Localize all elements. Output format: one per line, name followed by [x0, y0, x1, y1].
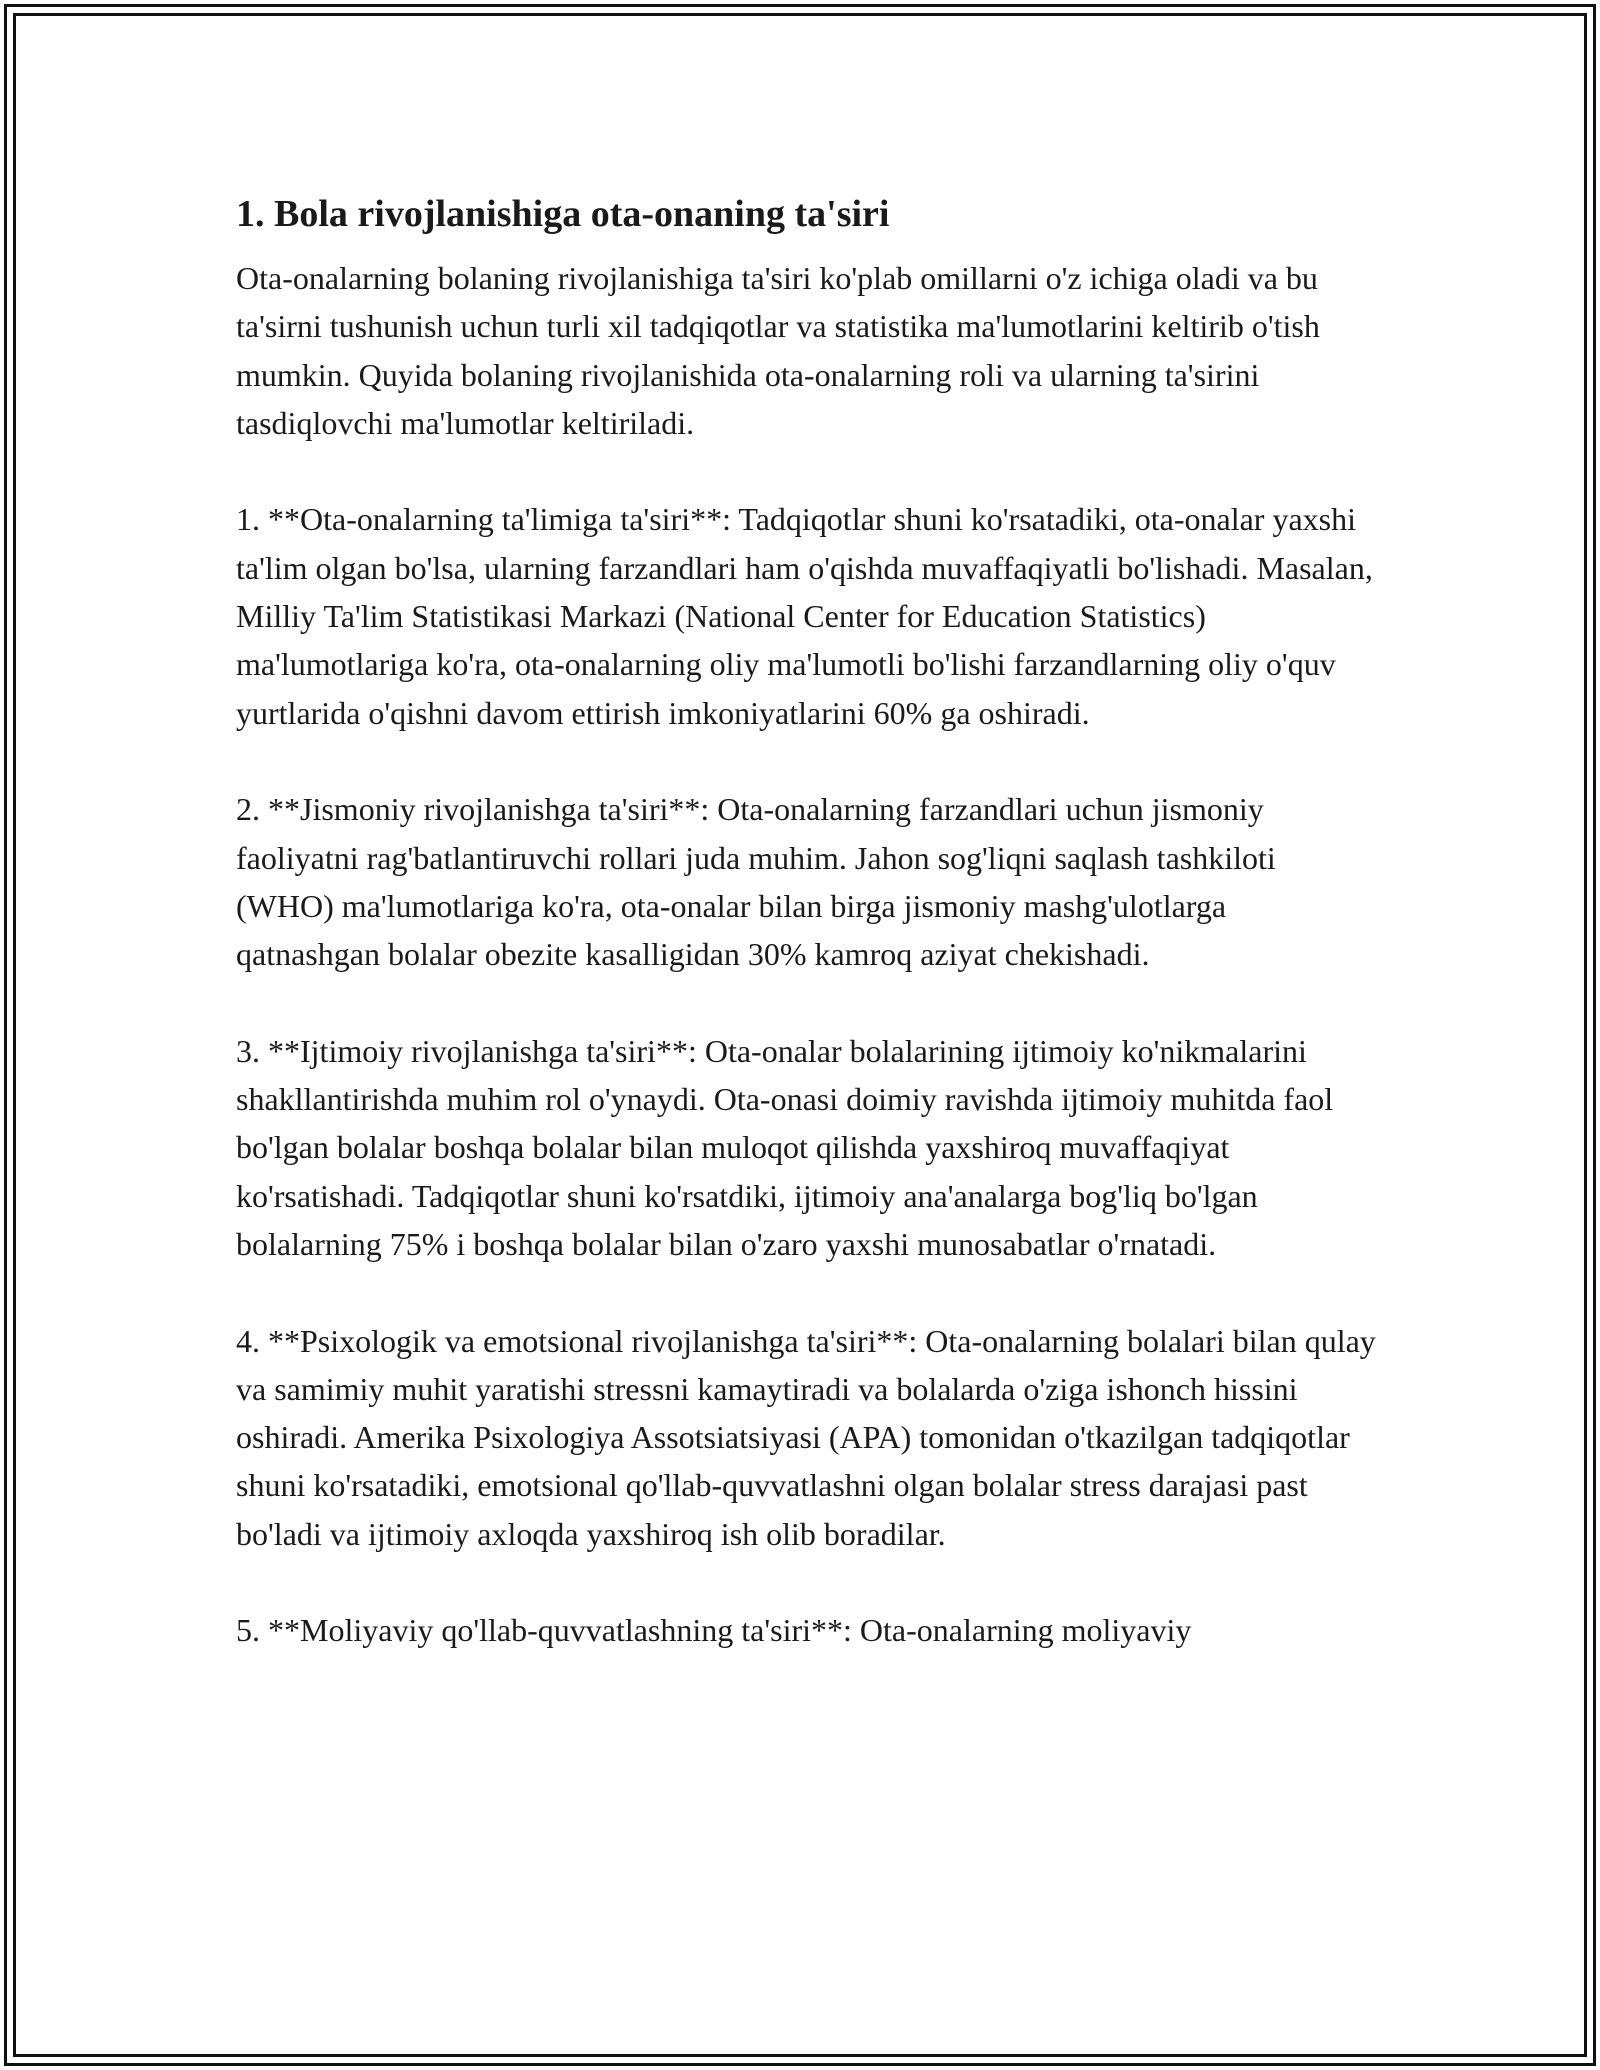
document-body [236, 186, 1376, 1655]
intro-paragraph: Ota-onalarning bolaning rivojlanishiga ta'siri ko'plab omillarni o'z ichiga oladi va bu ta'sirni tushunish uchun turli xil tadqiqotlar va statistika ma'lumotlarini keltirib o'tish mumkin. Quyida bolaning rivojlanishida ota-onalarning roli va ularning ta'sirini tasdiqlovchi ma'lumotlar keltiriladi. [236, 260, 1320, 441]
paragraph-social: 3. **Ijtimoiy rivojlanishga ta'siri**: Ota-onalar bolalarining ijtimoiy ko'nikmalarini shakllantirishda muhim rol o'ynaydi. Ota-onasi doimiy ravishda ijtimoiy muhitda faol bo'lgan bolalar boshqa bolalar bilan muloqot qilishda yaxshiroq muvaffaqiyat ko'rsatishadi. Tadqiqotlar shuni ko'rsatdiki, ijtimoiy ana'analarga bog'liq bo'lgan bolalarning 75% i boshqa bolalar bilan o'zaro yaxshi munosabatlar o'rnatadi. [236, 1032, 1334, 1262]
paragraph-psychological: 4. **Psixologik va emotsional rivojlanishga ta'siri**: Ota-onalarning bolalari bilan qulay va samimiy muhit yaratishi stressni kamaytiradi va bolalarda o'ziga ishonch hissini oshiradi. Amerika Psixologiya Assotsiatsiyasi (APA) tomonidan o'tkazilgan tadqiqotlar shuni ko'rsatadiki, emotsional qo'llab-quvvatlashni olgan bolalar stress darajasi past bo'ladi va ijtimoiy axloqda yaxshiroq ish olib boradilar. [236, 1322, 1376, 1552]
paragraph-financial: 5. **Moliyaviy qo'llab-quvvatlashning ta'siri**: Ota-onalarning moliyaviy [236, 1612, 1192, 1649]
paragraph-education: 1. **Ota-onalarning ta'limiga ta'siri**: Tadqiqotlar shuni ko'rsatadiki, ota-onalar yaxshi ta'lim olgan bo'lsa, ularning farzandlari ham o'qishda muvaffaqiyatli bo'lishadi. Masalan, Milliy Ta'lim Statistikasi Markazi (National Center for Education Statistics) ma'lumotlariga ko'ra, ota-onalarning oliy ma'lumotli bo'lishi farzandlarning oliy o'quv yurtlarida o'qishni davom ettirish imkoniyatlarini 60% ga oshiradi. [236, 501, 1373, 731]
paragraph-physical: 2. **Jismoniy rivojlanishga ta'siri**: Ota-onalarning farzandlari uchun jismoniy faoliyatni rag'batlantiruvchi rollari juda muhim. Jahon sog'liqni saqlash tashkiloti (WHO) ma'lumotlariga ko'ra, ota-onalar bilan birga jismoniy mashg'ulotlarga qatnashgan bolalar obezite kasalligidan 30% kamroq aziyat chekishadi. [236, 791, 1276, 973]
document-title: 1. Bola rivojlanishiga ota-onaning ta'siri [236, 193, 890, 235]
